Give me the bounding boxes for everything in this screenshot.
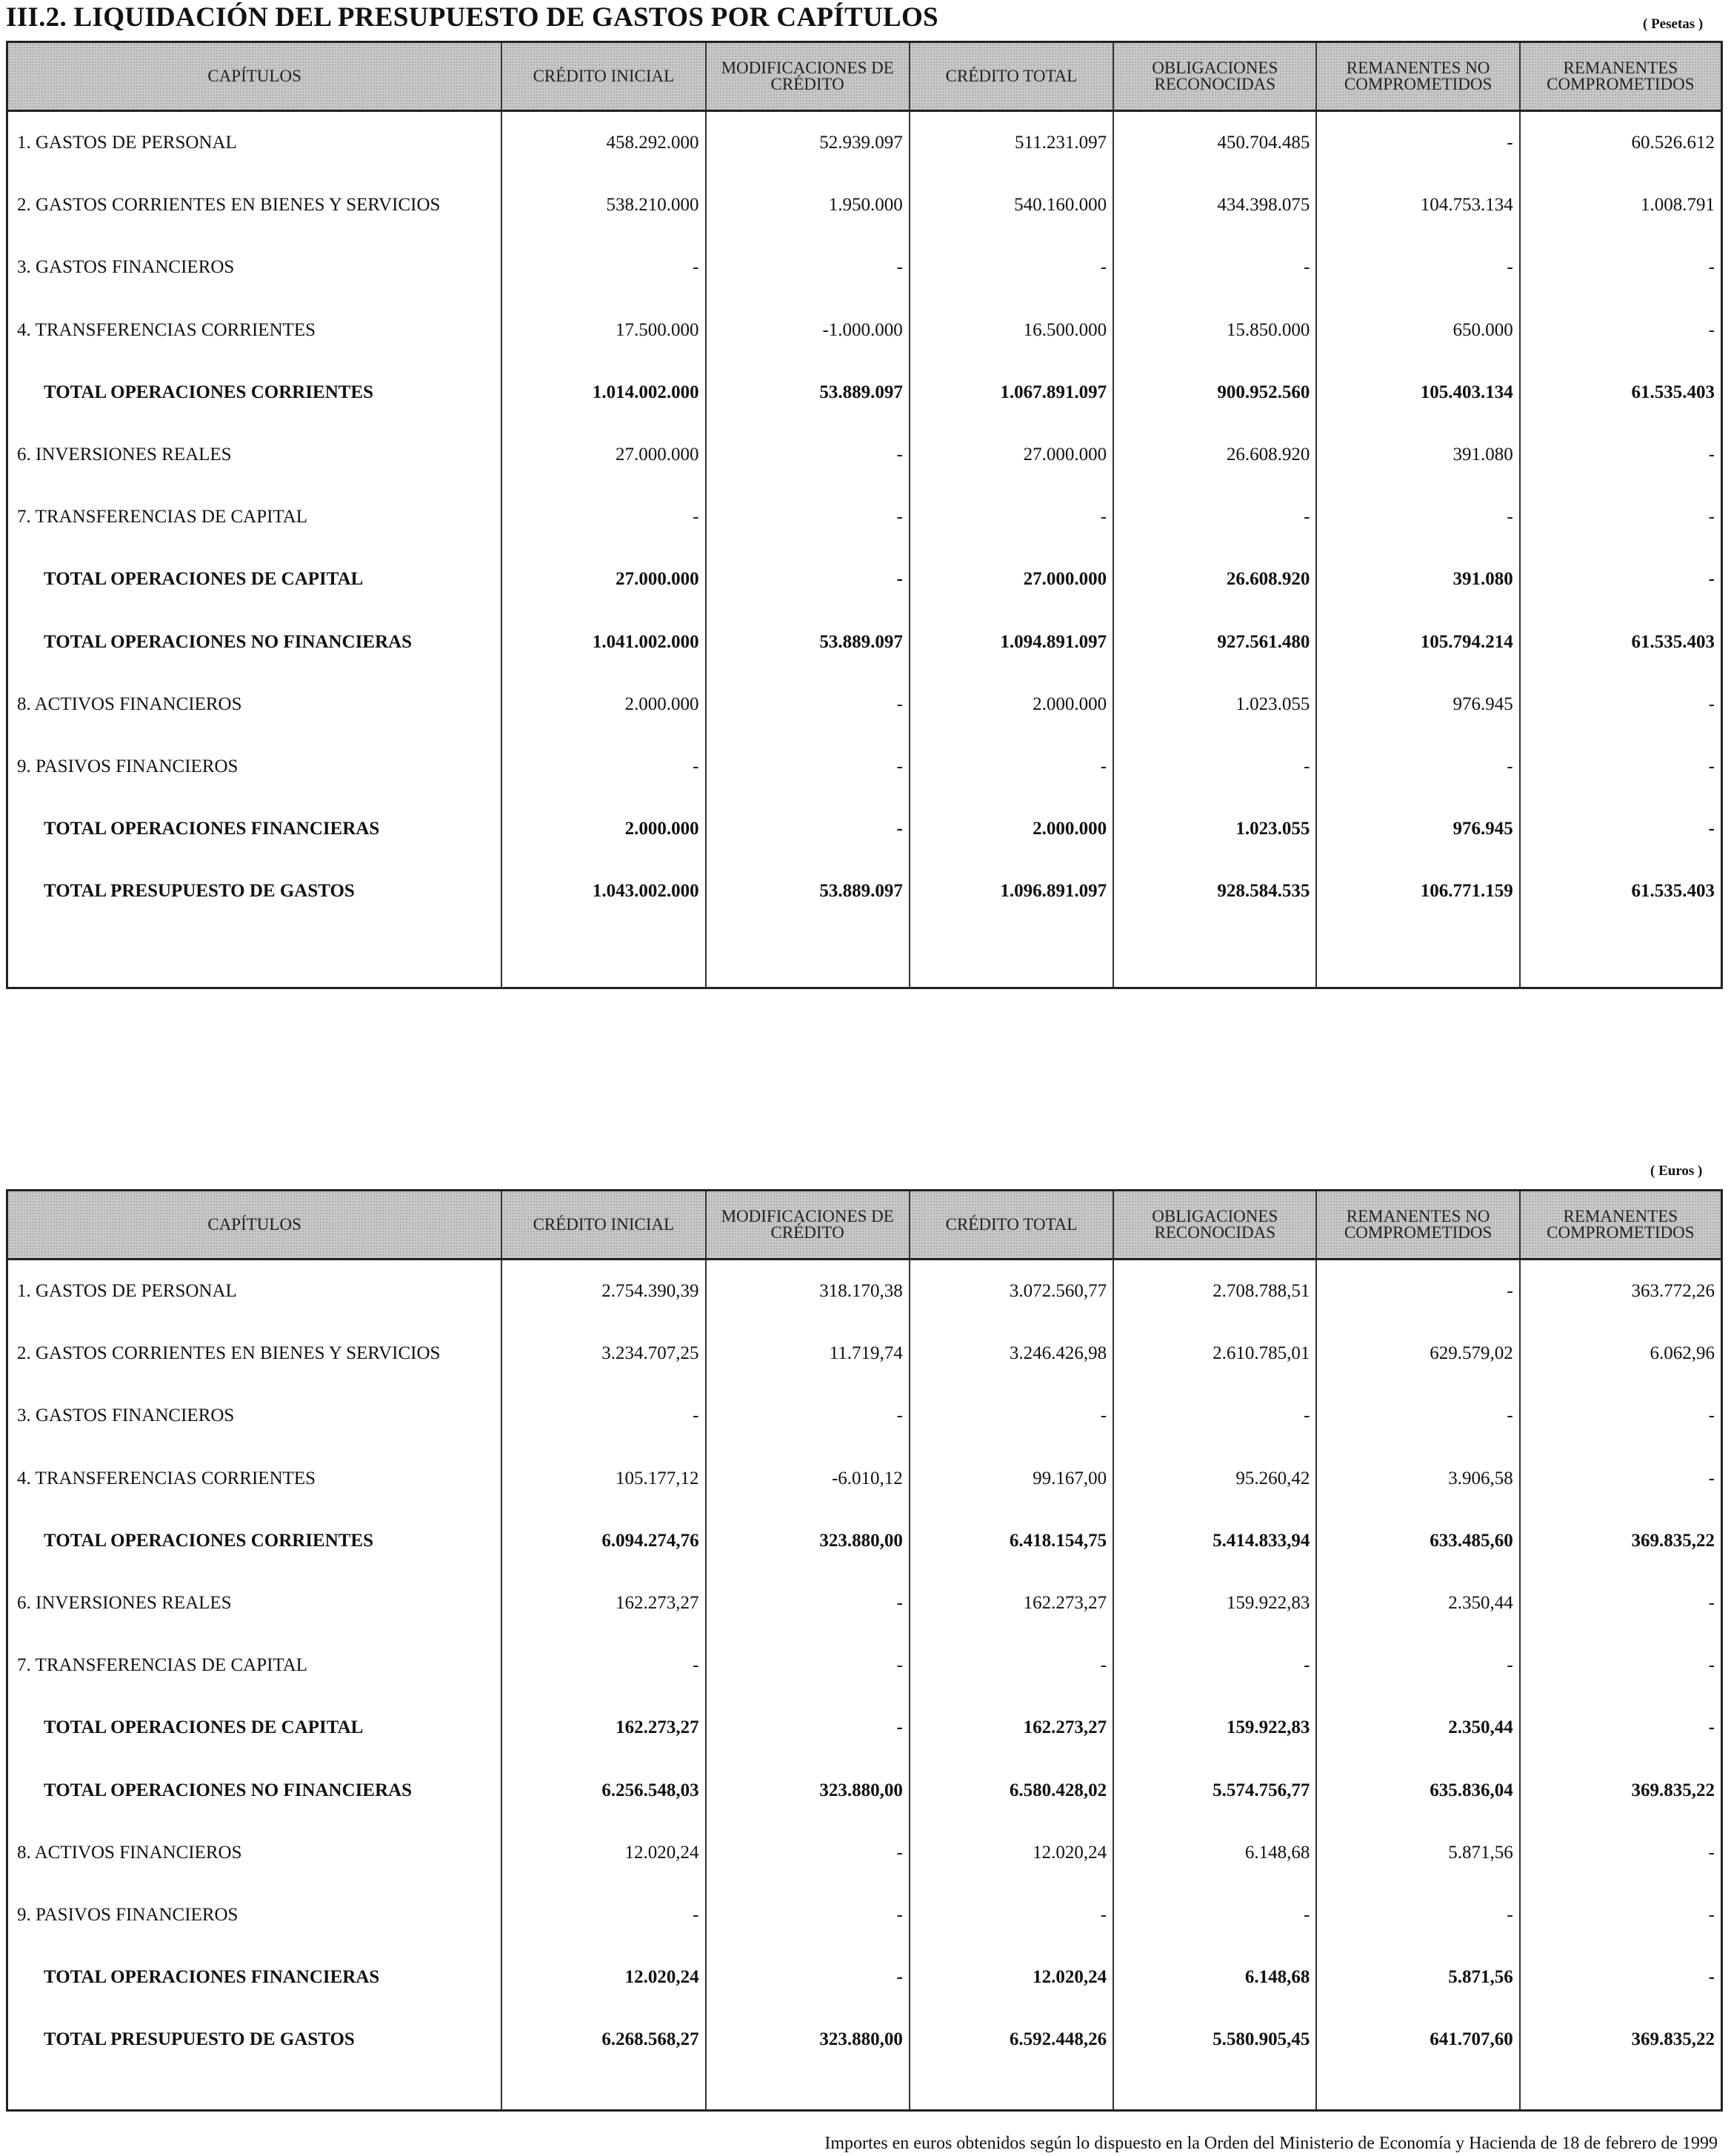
table-row (8, 1385, 1721, 1447)
empty-cell (1317, 2071, 1520, 2109)
table-cell: - (910, 236, 1114, 299)
table-cell: -1.000.000 (707, 299, 910, 362)
row-label: 3. GASTOS FINANCIEROS (8, 236, 502, 299)
table-cell: 6.592.448,26 (910, 2009, 1114, 2071)
table-row (8, 1634, 1721, 1697)
table-cell: - (1317, 1260, 1520, 1322)
table-cell: 391.080 (1317, 548, 1520, 610)
table-cell: 27.000.000 (502, 424, 706, 486)
row-label: TOTAL OPERACIONES CORRIENTES (8, 1510, 502, 1572)
table-cell: - (707, 548, 910, 610)
table-cell: 3.234.707,25 (502, 1322, 706, 1385)
unit-label-pesetas: ( Pesetas ) (1643, 16, 1704, 32)
table-cell: 391.080 (1317, 424, 1520, 486)
table-cell: 369.835,22 (1631, 1780, 1715, 1800)
table-cell: - (707, 798, 910, 860)
row-label: 6. INVERSIONES REALES (8, 1572, 502, 1634)
column-header: MODIFICACIONES DE CRÉDITO (707, 43, 910, 110)
table-cell: - (1317, 236, 1520, 299)
table-cell: 450.704.485 (1114, 112, 1317, 174)
table-row (8, 673, 1721, 736)
table-cell: 6.256.548,03 (502, 1760, 706, 1822)
table-cell: 2.754.390,39 (502, 1260, 706, 1322)
table-cell: - (707, 236, 910, 299)
row-label: TOTAL OPERACIONES NO FINANCIERAS (8, 1760, 502, 1822)
table-cell: - (707, 1634, 910, 1697)
table-cell: 458.292.000 (502, 112, 706, 174)
table-row (8, 1322, 1721, 1385)
table-cell: 6.580.428,02 (910, 1760, 1114, 1822)
table-row (8, 1946, 1721, 2009)
table-cell: - (910, 736, 1114, 798)
table-cell: - (1708, 1717, 1715, 1738)
table-cell: 3.246.426,98 (910, 1322, 1114, 1385)
table-cell: - (707, 736, 910, 798)
budget-table-euros (6, 1189, 1723, 2112)
table-cell: 12.020,24 (910, 1822, 1114, 1884)
table-cell: 1.041.002.000 (502, 611, 706, 673)
table-cell: - (910, 486, 1114, 548)
table-cell: 61.535.403 (1631, 631, 1715, 652)
table-row (8, 362, 1721, 424)
unit-label-euros: ( Euros ) (1650, 1163, 1703, 1179)
table-cell: 511.231.097 (910, 112, 1114, 174)
table-cell: 1.096.891.097 (910, 860, 1114, 922)
table-row (8, 611, 1721, 673)
table-cell: 538.210.000 (502, 174, 706, 236)
column-header: CRÉDITO TOTAL (910, 43, 1114, 110)
table-cell: 27.000.000 (502, 548, 706, 610)
empty-cell (910, 2071, 1114, 2109)
table-cell: 12.020,24 (502, 1822, 706, 1884)
table-cell: - (1708, 319, 1715, 340)
table-cell: - (707, 424, 910, 486)
table-cell: 928.584.535 (1114, 860, 1317, 922)
row-label: 8. ACTIVOS FINANCIEROS (8, 673, 502, 736)
table-cell: - (1708, 257, 1715, 278)
table-cell: 2.000.000 (910, 673, 1114, 736)
table-cell: - (707, 486, 910, 548)
row-label: 6. INVERSIONES REALES (8, 424, 502, 486)
table-header (8, 1191, 1721, 1260)
empty-cell (1521, 922, 1721, 987)
table-cell: - (1114, 486, 1317, 548)
table-cell: 6.094.274,76 (502, 1510, 706, 1572)
table-row (8, 1448, 1721, 1510)
table-filler-row (8, 922, 1721, 987)
table-cell: 162.273,27 (502, 1572, 706, 1634)
table-row (8, 1510, 1721, 1572)
table-cell: - (1708, 507, 1715, 528)
table-cell: 369.835,22 (1631, 1530, 1715, 1551)
table-cell: 323.880,00 (707, 1510, 910, 1572)
table-cell: - (1708, 693, 1715, 714)
table-cell: 650.000 (1317, 299, 1520, 362)
empty-cell (8, 922, 502, 987)
table-cell: 976.945 (1317, 798, 1520, 860)
table-cell: - (707, 1697, 910, 1759)
table-cell: 2.000.000 (910, 798, 1114, 860)
row-label: TOTAL OPERACIONES DE CAPITAL (8, 1697, 502, 1759)
table-cell: - (1708, 1468, 1715, 1488)
empty-cell (1521, 2071, 1721, 2109)
table-cell: - (502, 486, 706, 548)
empty-cell (910, 922, 1114, 987)
table-cell: 6.148,68 (1114, 1946, 1317, 2009)
table-row (8, 2009, 1721, 2071)
table-cell: - (707, 1572, 910, 1634)
table-cell: - (1114, 736, 1317, 798)
empty-cell (707, 922, 910, 987)
table-cell: 2.000.000 (502, 798, 706, 860)
table-cell: 159.922,83 (1114, 1697, 1317, 1759)
table-cell: - (1708, 1842, 1715, 1863)
row-label: 3. GASTOS FINANCIEROS (8, 1385, 502, 1447)
row-label: TOTAL OPERACIONES NO FINANCIERAS (8, 611, 502, 673)
table-body (8, 112, 1721, 987)
table-row (8, 1260, 1721, 1322)
table-row (8, 1822, 1721, 1884)
table-cell: - (910, 1884, 1114, 1946)
table-cell: 3.906,58 (1317, 1448, 1520, 1510)
footnote: Importes en euros obtenidos según lo dispuesto en la Orden del Ministerio de Economía y Hacienda de 18 de febrero de 1999 (824, 2134, 1718, 2153)
row-label: 9. PASIVOS FINANCIEROS (8, 1884, 502, 1946)
table-cell: 434.398.075 (1114, 174, 1317, 236)
table-cell: - (1317, 112, 1520, 174)
table-cell: 15.850.000 (1114, 299, 1317, 362)
row-label: 1. GASTOS DE PERSONAL (8, 112, 502, 174)
table-cell: 635.836,04 (1317, 1760, 1520, 1822)
table-cell: 629.579,02 (1317, 1322, 1520, 1385)
table-row (8, 112, 1721, 174)
table-cell: 976.945 (1317, 673, 1520, 736)
table-cell: 26.608.920 (1114, 424, 1317, 486)
table-cell: 104.753.134 (1317, 174, 1520, 236)
table-row (8, 1697, 1721, 1759)
table-cell: - (910, 1634, 1114, 1697)
row-label: 4. TRANSFERENCIAS CORRIENTES (8, 1448, 502, 1510)
table-cell: 1.094.891.097 (910, 611, 1114, 673)
table-cell: 1.067.891.097 (910, 362, 1114, 424)
table-filler-row (8, 2071, 1721, 2109)
row-label: 2. GASTOS CORRIENTES EN BIENES Y SERVICIOS (8, 174, 502, 236)
table-cell: 61.535.403 (1631, 382, 1715, 402)
table-row (8, 1760, 1721, 1822)
table-cell: 5.574.756,77 (1114, 1760, 1317, 1822)
page-title: III.2. LIQUIDACIÓN DEL PRESUPUESTO DE GASTOS POR CAPÍTULOS (6, 2, 938, 33)
column-header: CRÉDITO INICIAL (502, 43, 706, 110)
row-label: 7. TRANSFERENCIAS DE CAPITAL (8, 486, 502, 548)
table-cell: 540.160.000 (910, 174, 1114, 236)
column-header: MODIFICACIONES DE CRÉDITO (707, 1191, 910, 1258)
empty-cell (502, 922, 706, 987)
table-row (8, 299, 1721, 362)
table-cell: 6.062,96 (1650, 1343, 1715, 1364)
table-cell: 318.170,38 (707, 1260, 910, 1322)
table-cell: 27.000.000 (910, 548, 1114, 610)
table-row (8, 736, 1721, 798)
empty-cell (502, 2071, 706, 2109)
table-cell: 369.835,22 (1631, 2029, 1715, 2050)
table-cell: - (502, 1634, 706, 1697)
budget-table-pesetas (6, 41, 1723, 989)
table-cell: 900.952.560 (1114, 362, 1317, 424)
table-cell: - (1708, 444, 1715, 465)
table-cell: 26.608.920 (1114, 548, 1317, 610)
table-cell: 363.772,26 (1631, 1281, 1715, 1301)
table-cell: - (1708, 1655, 1715, 1676)
column-header: REMANENTES NO COMPROMETIDOS (1317, 43, 1520, 110)
table-cell: 60.526.612 (1631, 133, 1715, 153)
column-header: OBLIGACIONES RECONOCIDAS (1114, 1191, 1317, 1258)
column-header: CRÉDITO TOTAL (910, 1191, 1114, 1258)
table-cell: 3.072.560,77 (910, 1260, 1114, 1322)
table-cell: 6.148,68 (1114, 1822, 1317, 1884)
table-cell: - (1317, 1884, 1520, 1946)
table-cell: - (1708, 1592, 1715, 1613)
table-cell: - (1317, 1385, 1520, 1447)
table-cell: 162.273,27 (502, 1697, 706, 1759)
table-cell: - (502, 236, 706, 299)
table-cell: 1.014.002.000 (502, 362, 706, 424)
table-cell: 633.485,60 (1317, 1510, 1520, 1572)
table-cell: - (707, 1822, 910, 1884)
table-cell: 162.273,27 (910, 1572, 1114, 1634)
table-cell: - (1708, 1904, 1715, 1925)
table-cell: - (1317, 736, 1520, 798)
table-cell: 17.500.000 (502, 299, 706, 362)
table-cell: 106.771.159 (1317, 860, 1520, 922)
table-cell: 6.268.568,27 (502, 2009, 706, 2071)
table-row (8, 486, 1721, 548)
table-cell: 6.418.154,75 (910, 1510, 1114, 1572)
table-cell: - (707, 1385, 910, 1447)
table-cell: 105.403.134 (1317, 362, 1520, 424)
table-cell: 16.500.000 (910, 299, 1114, 362)
table-cell: 1.008.791 (1641, 195, 1715, 216)
table-row (8, 860, 1721, 922)
table-cell: 12.020,24 (910, 1946, 1114, 2009)
row-label: 1. GASTOS DE PERSONAL (8, 1260, 502, 1322)
column-header: CAPÍTULOS (8, 1191, 502, 1258)
row-label: 4. TRANSFERENCIAS CORRIENTES (8, 299, 502, 362)
table-cell: - (1317, 1634, 1520, 1697)
row-label: 8. ACTIVOS FINANCIEROS (8, 1822, 502, 1884)
table-cell: 11.719,74 (707, 1322, 910, 1385)
row-label: 7. TRANSFERENCIAS DE CAPITAL (8, 1634, 502, 1697)
table-cell: 2.350,44 (1317, 1697, 1520, 1759)
table-cell: 323.880,00 (707, 2009, 910, 2071)
table-cell: 1.023.055 (1114, 798, 1317, 860)
table-cell: - (1708, 569, 1715, 590)
table-cell: 1.043.002.000 (502, 860, 706, 922)
table-cell: 162.273,27 (910, 1697, 1114, 1759)
table-cell: 2.708.788,51 (1114, 1260, 1317, 1322)
empty-cell (1114, 2071, 1317, 2109)
column-header: REMANENTES NO COMPROMETIDOS (1317, 1191, 1520, 1258)
row-label: TOTAL OPERACIONES DE CAPITAL (8, 548, 502, 610)
table-cell: - (1114, 1385, 1317, 1447)
table-cell: 105.177,12 (502, 1448, 706, 1510)
table-cell: - (707, 1884, 910, 1946)
table-cell: 53.889.097 (707, 611, 910, 673)
table-cell: 99.167,00 (910, 1448, 1114, 1510)
table-cell: - (502, 1884, 706, 1946)
table-cell: 12.020,24 (502, 1946, 706, 2009)
table-cell: - (1708, 1967, 1715, 1988)
table-cell: 5.871,56 (1317, 1946, 1520, 2009)
table-cell: 27.000.000 (910, 424, 1114, 486)
column-header: REMANENTES COMPROMETIDOS (1547, 1207, 1695, 1242)
table-cell: - (707, 673, 910, 736)
table-cell: 1.950.000 (707, 174, 910, 236)
table-cell: 53.889.097 (707, 860, 910, 922)
table-cell: - (1708, 1405, 1715, 1426)
table-cell: - (1708, 819, 1715, 839)
table-cell: - (707, 1946, 910, 2009)
row-label: TOTAL PRESUPUESTO DE GASTOS (8, 2009, 502, 2071)
table-cell: - (910, 1385, 1114, 1447)
empty-cell (1114, 922, 1317, 987)
table-cell: 105.794.214 (1317, 611, 1520, 673)
table-cell: 5.414.833,94 (1114, 1510, 1317, 1572)
table-cell: 52.939.097 (707, 112, 910, 174)
row-label: TOTAL PRESUPUESTO DE GASTOS (8, 860, 502, 922)
table-cell: -6.010,12 (707, 1448, 910, 1510)
table-cell: - (1708, 756, 1715, 776)
table-row (8, 798, 1721, 860)
table-row (8, 1572, 1721, 1634)
table-cell: - (1317, 486, 1520, 548)
table-cell: - (1114, 1884, 1317, 1946)
table-cell: - (1114, 1634, 1317, 1697)
table-row (8, 236, 1721, 299)
column-header: CAPÍTULOS (8, 43, 502, 110)
table-header (8, 43, 1721, 112)
table-cell: 5.871,56 (1317, 1822, 1520, 1884)
row-label: TOTAL OPERACIONES FINANCIERAS (8, 798, 502, 860)
table-row (8, 424, 1721, 486)
column-header: CRÉDITO INICIAL (502, 1191, 706, 1258)
table-cell: - (502, 1385, 706, 1447)
row-label: 9. PASIVOS FINANCIEROS (8, 736, 502, 798)
table-cell: 2.000.000 (502, 673, 706, 736)
row-label: 2. GASTOS CORRIENTES EN BIENES Y SERVICIOS (8, 1322, 502, 1385)
table-cell: 53.889.097 (707, 362, 910, 424)
column-header: OBLIGACIONES RECONOCIDAS (1114, 43, 1317, 110)
table-cell: 2.610.785,01 (1114, 1322, 1317, 1385)
empty-cell (707, 2071, 910, 2109)
table-cell: 5.580.905,45 (1114, 2009, 1317, 2071)
table-cell: 1.023.055 (1114, 673, 1317, 736)
table-body (8, 1260, 1721, 2109)
table-cell: 159.922,83 (1114, 1572, 1317, 1634)
table-row (8, 1884, 1721, 1946)
empty-cell (1317, 922, 1520, 987)
table-cell: - (1114, 236, 1317, 299)
column-header: REMANENTES COMPROMETIDOS (1547, 59, 1695, 93)
table-cell: 323.880,00 (707, 1760, 910, 1822)
table-cell: 61.535.403 (1631, 881, 1715, 902)
table-cell: 2.350,44 (1317, 1572, 1520, 1634)
empty-cell (8, 2071, 502, 2109)
table-cell: 927.561.480 (1114, 611, 1317, 673)
table-cell: 95.260,42 (1114, 1448, 1317, 1510)
table-cell: 641.707,60 (1317, 2009, 1520, 2071)
table-row (8, 174, 1721, 236)
row-label: TOTAL OPERACIONES CORRIENTES (8, 362, 502, 424)
row-label: TOTAL OPERACIONES FINANCIERAS (8, 1946, 502, 2009)
table-row (8, 548, 1721, 610)
table-cell: - (502, 736, 706, 798)
